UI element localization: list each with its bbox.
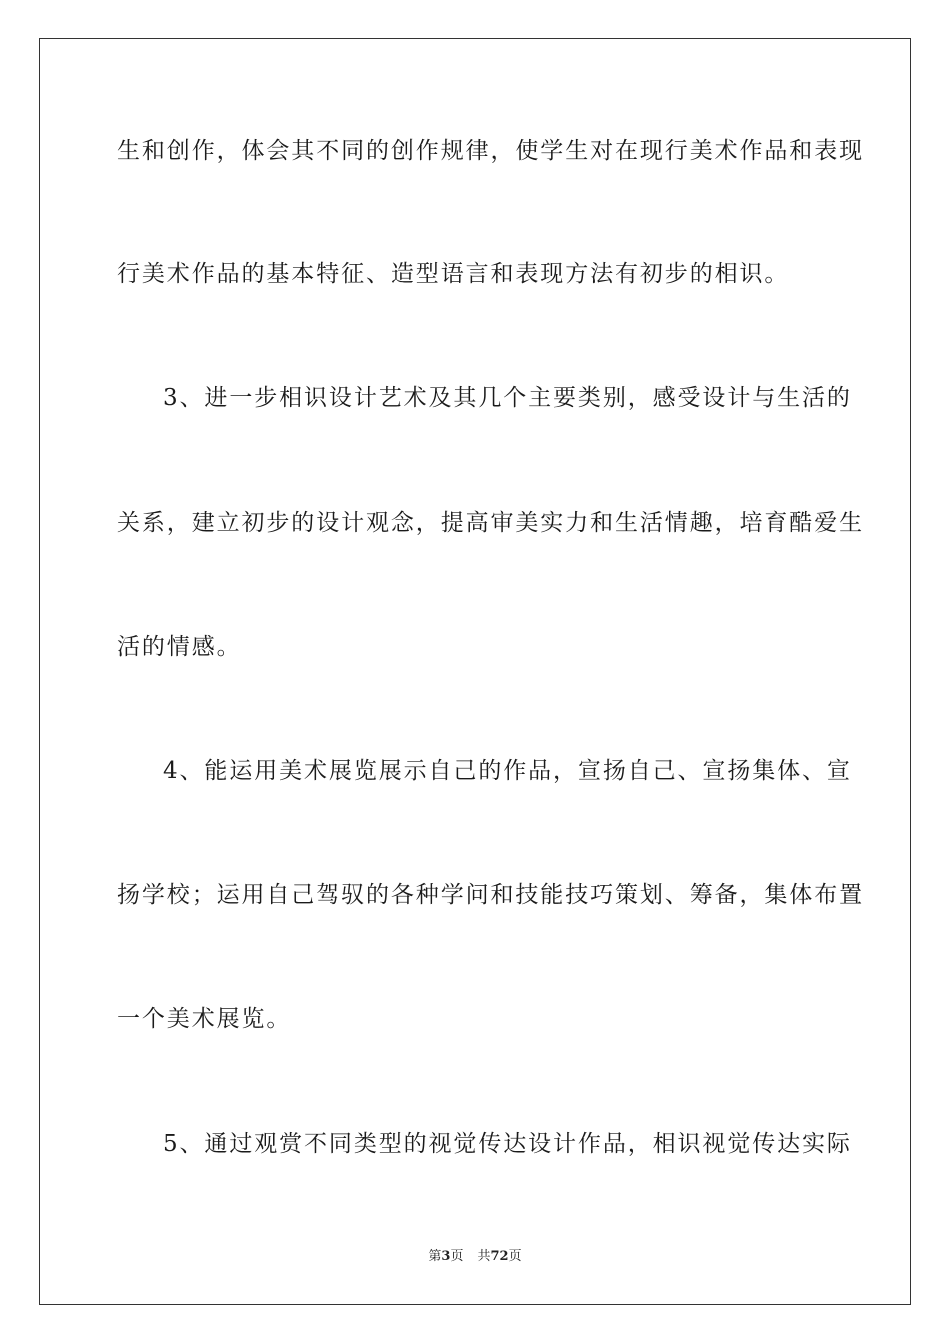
total-pages: 72 [490, 1249, 509, 1264]
page-suffix: 页 [450, 1249, 464, 1264]
text-line-1: 生和创作，体会其不同的创作规律，使学生对在现行美术作品和表现 [117, 138, 864, 164]
page-footer [0, 1248, 950, 1266]
text-line-7: 扬学校；运用自己驾驭的各种学问和技能技巧策划、筹备，集体布置 [117, 882, 864, 908]
text-line-3: 3、进一步相识设计艺术及其几个主要类别，感受设计与生活的 [163, 385, 852, 411]
total-prefix: 共 [477, 1249, 491, 1264]
text-line-4: 关系，建立初步的设计观念，提高审美实力和生活情趣，培育酷爱生 [117, 510, 864, 536]
text-line-2: 行美术作品的基本特征、造型语言和表现方法有初步的相识。 [117, 261, 790, 287]
text-line-8: 一个美术展览。 [117, 1006, 292, 1032]
page-number: 3 [441, 1249, 451, 1264]
total-suffix: 页 [508, 1249, 522, 1264]
text-line-9: 5、通过观赏不同类型的视觉传达设计作品，相识视觉传达实际 [163, 1131, 852, 1157]
page-border [39, 38, 911, 1305]
page-prefix: 第 [428, 1249, 442, 1264]
text-line-6: 4、能运用美术展览展示自己的作品，宣扬自己、宣扬集体、宣 [163, 758, 852, 784]
text-line-5: 活的情感。 [117, 634, 242, 660]
